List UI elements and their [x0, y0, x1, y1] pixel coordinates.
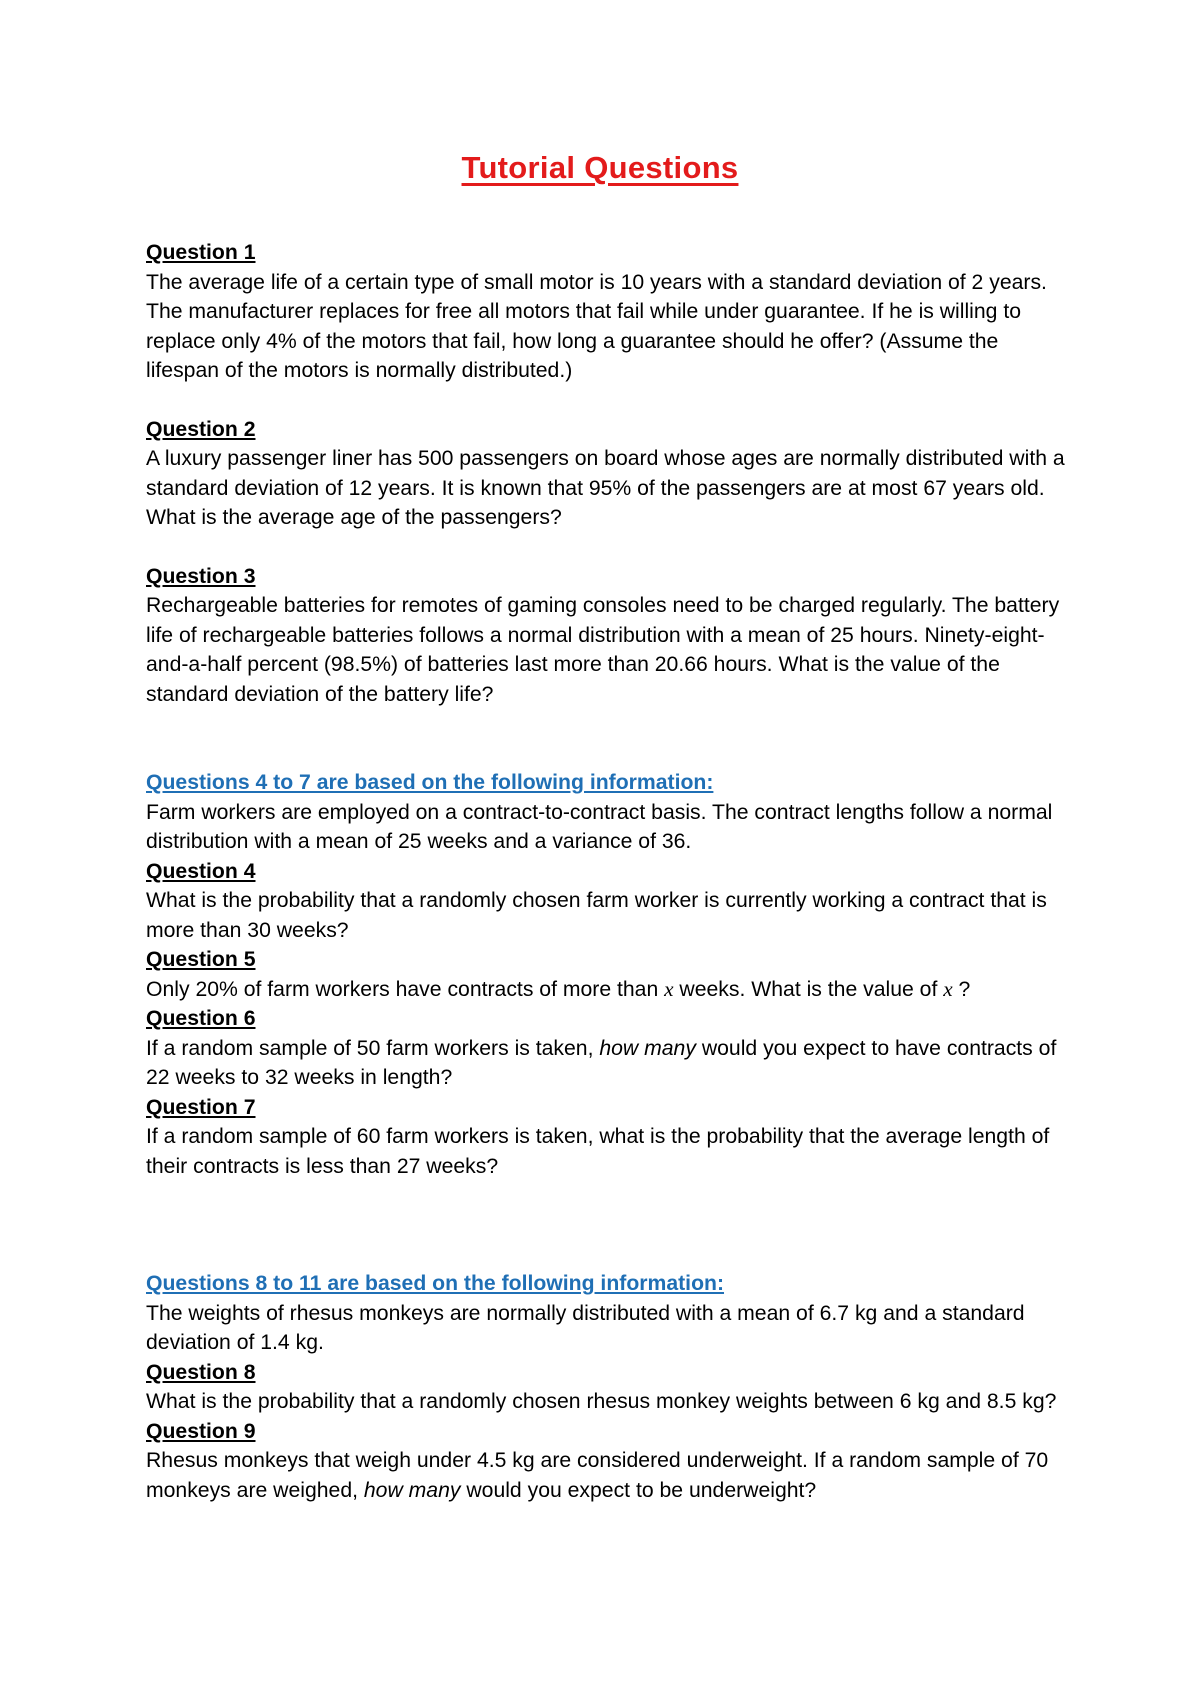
questions-body	[146, 238, 1076, 1505]
group-1-info: Farm workers are employed on a contract-to-contract basis. The contract lengths follow a normal distribution with a mean of 25 weeks and a variance of 36.	[146, 800, 1053, 853]
question-2-text: A luxury passenger liner has 500 passengers on board whose ages are normally distributed with a standard deviation of 12 years. It is known that 95% of the passengers are at most 67 years old. What is the average age of the passengers?	[146, 447, 1065, 529]
question-9-emphasis: how many	[363, 1478, 461, 1502]
variable-x: x	[943, 976, 953, 1001]
question-1	[146, 238, 1076, 386]
group-2-info: The weights of rhesus monkeys are normally distributed with a mean of 6.7 kg and a standard deviation of 1.4 kg.	[146, 1301, 1025, 1354]
spacer	[146, 533, 1076, 562]
spacer	[146, 709, 1076, 768]
question-8-heading: Question 8	[146, 1360, 256, 1384]
group-1-heading: Questions 4 to 7 are based on the following information:	[146, 771, 714, 794]
question-group-4-7	[146, 768, 1076, 1181]
question-9-text	[146, 1446, 1076, 1505]
question-4-text: What is the probability that a randomly chosen farm worker is currently working a contract that is more than 30 weeks?	[146, 889, 1047, 942]
question-1-heading: Question 1	[146, 241, 256, 264]
question-2	[146, 415, 1076, 533]
question-5-heading: Question 5	[146, 948, 256, 971]
question-5-text	[146, 975, 1076, 1005]
question-6-text-part-2: would you expect to have contracts of 22 weeks to 32 weeks in length?	[146, 1036, 1057, 1089]
question-3-heading: Question 3	[146, 564, 256, 588]
question-5-text-part-1: Only 20% of farm workers have contracts of more than	[146, 977, 665, 1001]
question-6-text	[146, 1034, 1076, 1093]
group-2-heading: Questions 8 to 11 are based on the following information:	[146, 1272, 725, 1295]
variable-x: x	[664, 976, 674, 1001]
question-4-heading: Question 4	[146, 859, 256, 883]
spacer	[146, 386, 1076, 415]
question-3-text: Rechargeable batteries for remotes of gaming consoles need to be charged regularly. The battery life of rechargeable batteries follows a normal distribution with a mean of 25 hours. Ninety-eight-and-a-half percent (98.5%) of batteries last more than 20.66 hours. What is the value of the standard deviation of the battery life?	[146, 594, 1060, 706]
question-5-text-part-2: weeks. What is the value of	[673, 977, 944, 1001]
question-7-heading: Question 7	[146, 1095, 256, 1119]
question-6-text-part-1: If a random sample of 50 farm workers is taken,	[146, 1036, 600, 1060]
question-1-text: The average life of a certain type of small motor is 10 years with a standard deviation of 2 years. The manufacturer replaces for free all motors that fail while under guarantee. If he is willing to replace only 4% of the motors that fail, how long a guarantee should he offer? (Assume the lifespan of the motors is normally distributed.)	[146, 270, 1047, 382]
question-2-heading: Question 2	[146, 417, 256, 441]
question-7-text: If a random sample of 60 farm workers is taken, what is the probability that the average length of their contracts is less than 27 weeks?	[146, 1125, 1050, 1178]
question-9-text-part-1: Rhesus monkeys that weigh under 4.5 kg are considered underweight. If a random sample of 70 monkeys are weighed,	[146, 1449, 1049, 1502]
question-9-text-part-2: would you expect to be underweight?	[460, 1478, 817, 1502]
question-9-heading: Question 9	[146, 1419, 256, 1443]
question-6-emphasis: how many	[599, 1036, 696, 1060]
spacer	[146, 1181, 1076, 1269]
question-6-heading: Question 6	[146, 1007, 256, 1030]
question-5-text-part-3: ?	[952, 977, 971, 1001]
question-3	[146, 562, 1076, 710]
question-8-text: What is the probability that a randomly chosen rhesus monkey weights between 6 kg and 8.5 kg?	[146, 1390, 1057, 1413]
question-group-8-11	[146, 1269, 1076, 1505]
page-title: Tutorial Questions	[461, 150, 739, 185]
